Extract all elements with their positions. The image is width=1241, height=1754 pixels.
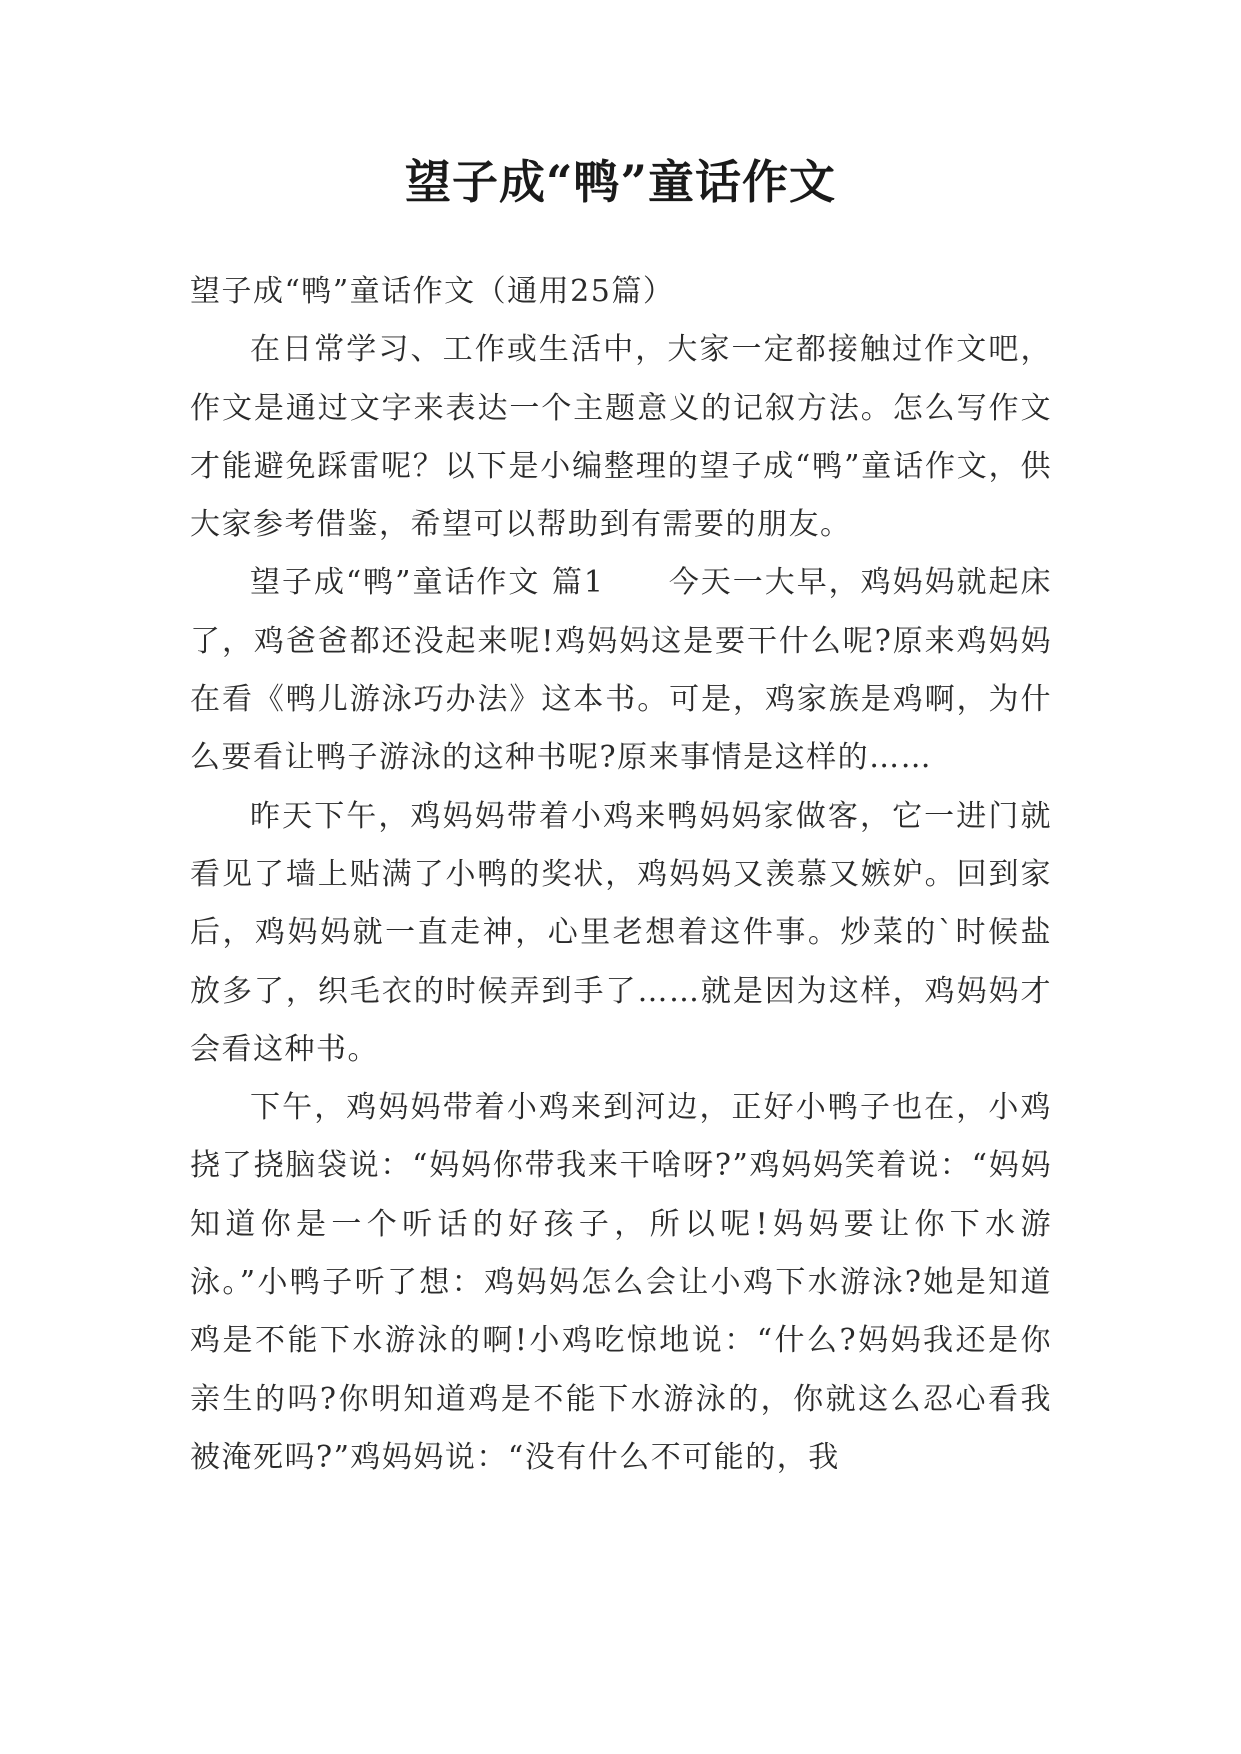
document-body [190, 263, 1052, 1487]
document-subtitle: 望子成“鸭”童话作文（通用25篇） [190, 274, 675, 309]
paragraph-chapter-1-opening: 望子成“鸭”童话作文 篇1 今天一大早，鸡妈妈就起床了，鸡爸爸都还没起来呢!鸡妈妈这是要干什么呢?原来鸡妈妈在看《鸭儿游泳巧办法》这本书。可是，鸡家族是鸡啊，为什么要看让鸭子游泳的这种书呢?原来事情是这样的…… [190, 565, 1052, 776]
document-title: 望子成“鸭”童话作文 [405, 155, 836, 209]
paragraph-riverside: 下午，鸡妈妈带着小鸡来到河边，正好小鸭子也在，小鸡挠了挠脑袋说：“妈妈你带我来干啥呀?”鸡妈妈笑着说：“妈妈知道你是一个听话的好孩子，所以呢!妈妈要让你下水游泳。”小鸭子听了想：鸡妈妈怎么会让小鸡下水游泳?她是知道鸡是不能下水游泳的啊!小鸡吃惊地说：“什么?妈妈我还是你亲生的吗?你明知道鸡是不能下水游泳的，你就这么忍心看我被淹死吗?”鸡妈妈说：“没有什么不可能的，我 [190, 1090, 1052, 1475]
paragraph-intro: 在日常学习、工作或生活中，大家一定都接触过作文吧，作文是通过文字来表达一个主题意义的记叙方法。怎么写作文才能避免踩雷呢？以下是小编整理的望子成“鸭”童话作文，供大家参考借鉴，希望可以帮助到有需要的朋友。 [190, 332, 1052, 543]
paragraph-yesterday-visit: 昨天下午，鸡妈妈带着小鸡来鸭妈妈家做客，它一进门就看见了墙上贴满了小鸭的奖状，鸡妈妈又羡慕又嫉妒。回到家后，鸡妈妈就一直走神，心里老想着这件事。炒菜的`时候盐放多了，织毛衣的时候弄到手了……就是因为这样，鸡妈妈才会看这种书。 [190, 798, 1052, 1067]
